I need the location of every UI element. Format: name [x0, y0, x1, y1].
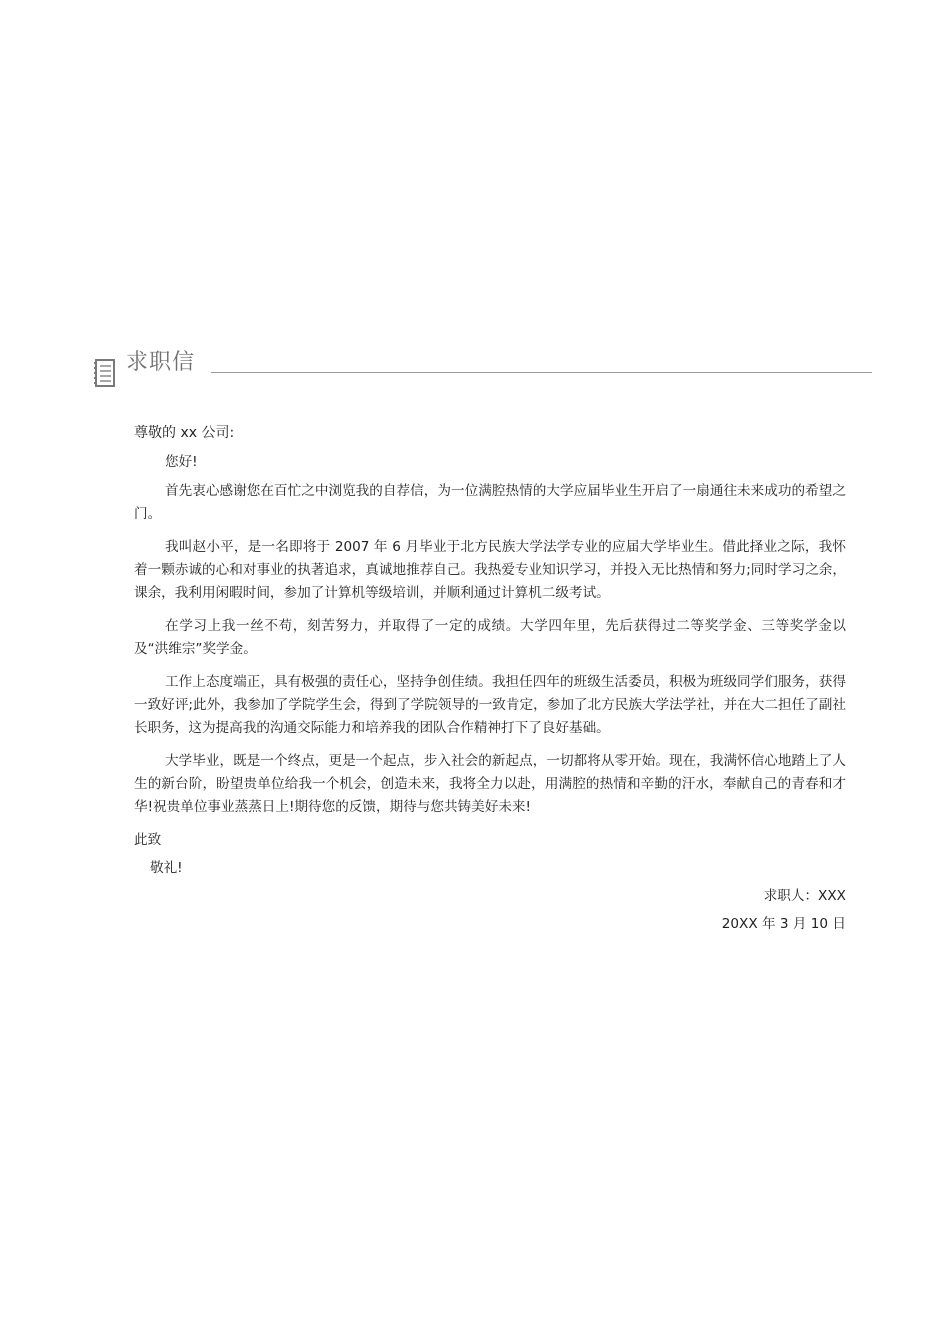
paragraph-3: 在学习上我一丝不苟，刻苦努力，并取得了一定的成绩。大学四年里，先后获得过二等奖学金、三等奖学金以及“洪维宗”奖学金。	[134, 618, 846, 657]
date: 20XX 年 3 月 10 日	[721, 916, 846, 932]
paragraph-2: 我叫赵小平，是一名即将于 2007 年 6 月毕业于北方民族大学法学专业的应届大学毕业生。借此择业之际，我怀着一颗赤诚的心和对事业的执著追求，真诚地推荐自己。我热爱专业知识学习，并投入无比热情和努力;同时学习之余，课余，我利用闲暇时间，参加了计算机等级培训，并顺利通过计算机二级考试。	[134, 539, 846, 601]
hello-line: 您好!	[165, 454, 198, 470]
letter-body	[134, 422, 846, 941]
paragraph-4: 工作上态度端正，具有极强的责任心，坚持争创佳绩。我担任四年的班级生活委员，积极为班级同学们服务，获得一致好评;此外，我参加了学院学生会，得到了学院领导的一致肯定，参加了北方民族大学法学社，并在大二担任了副社长职务，这为提高我的沟通交际能力和培养我的团队合作精神打下了良好基础。	[134, 674, 846, 736]
signature: 求职人：XXX	[763, 888, 846, 904]
salutation: 尊敬的 xx 公司:	[134, 425, 235, 441]
letter-header	[93, 349, 873, 389]
header-divider	[211, 372, 872, 373]
closing-line: 此致	[134, 832, 162, 848]
page-title: 求职信	[126, 350, 196, 375]
paragraph-5: 大学毕业，既是一个终点，更是一个起点，步入社会的新起点，一切都将从零开始。现在，我满怀信心地踏上了人生的新台阶，盼望贵单位给我一个机会，创造未来，我将全力以赴，用满腔的热情和辛勤的汗水，奉献自己的青春和才华!祝贵单位事业蒸蒸日上!期待您的反馈，期待与您共铸美好未来!	[134, 753, 846, 815]
document-icon	[93, 358, 119, 388]
regards-line: 敬礼!	[150, 860, 183, 876]
paragraph-1: 首先衷心感谢您在百忙之中浏览我的自荐信，为一位满腔热情的大学应届毕业生开启了一扇通往未来成功的希望之门。	[134, 483, 846, 522]
